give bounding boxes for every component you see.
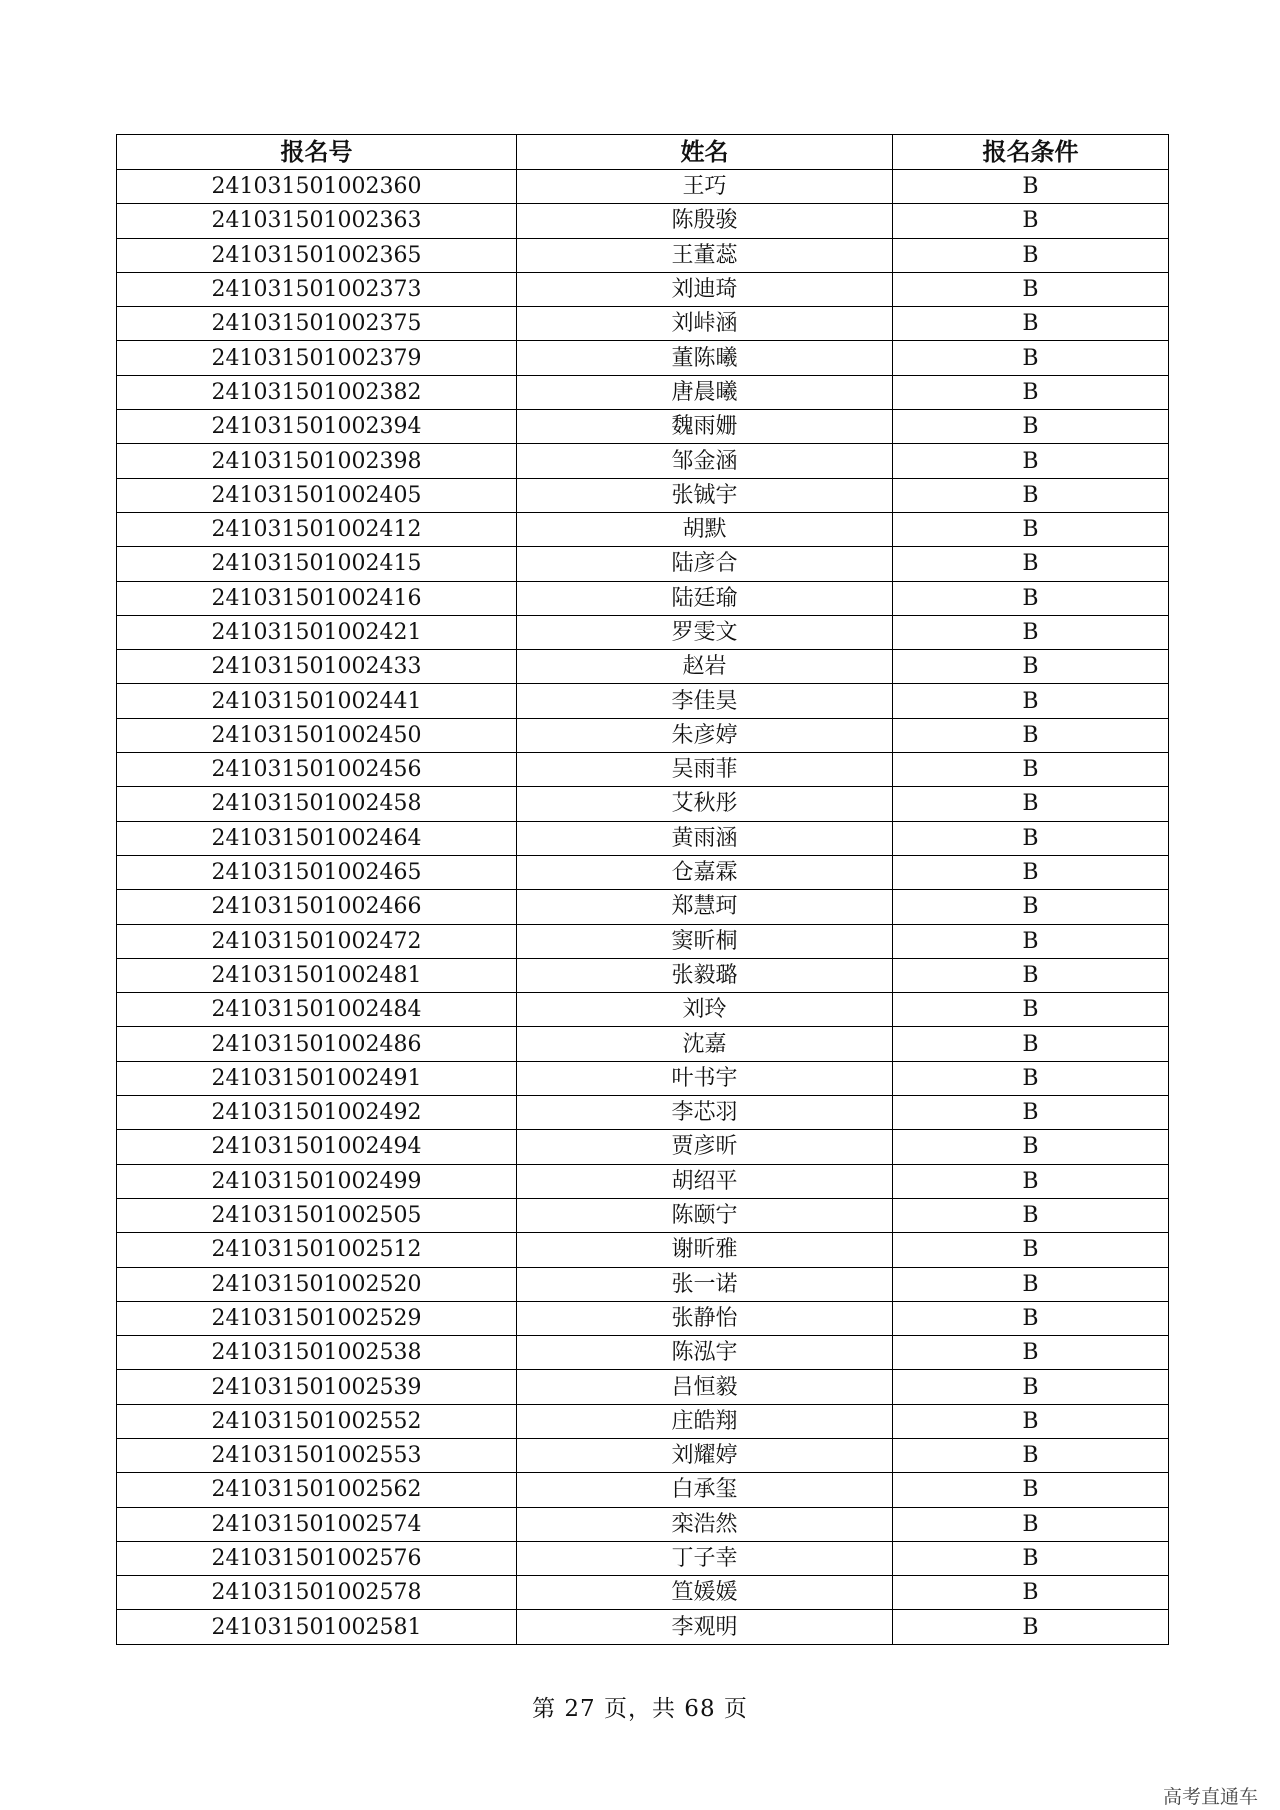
registration-condition-cell: B	[893, 307, 1169, 341]
registration-number-cell: 241031501002394	[117, 410, 517, 444]
registration-number-cell: 241031501002416	[117, 581, 517, 615]
name-cell: 谢昕雅	[517, 1233, 893, 1267]
table-row	[117, 1438, 1169, 1472]
registration-number-cell: 241031501002574	[117, 1507, 517, 1541]
table-row	[117, 1576, 1169, 1610]
registration-condition-cell: B	[893, 581, 1169, 615]
registration-number-cell: 241031501002520	[117, 1267, 517, 1301]
table-row	[117, 753, 1169, 787]
registration-number-cell: 241031501002398	[117, 444, 517, 478]
registration-number-cell: 241031501002405	[117, 478, 517, 512]
registration-condition-cell: B	[893, 855, 1169, 889]
registration-number-cell: 241031501002415	[117, 547, 517, 581]
table-row	[117, 684, 1169, 718]
registration-condition-cell: B	[893, 272, 1169, 306]
registration-number-cell: 241031501002441	[117, 684, 517, 718]
registration-condition-cell: B	[893, 170, 1169, 204]
registration-condition-cell: B	[893, 684, 1169, 718]
table-row	[117, 1130, 1169, 1164]
registration-number-cell: 241031501002578	[117, 1576, 517, 1610]
table-row	[117, 993, 1169, 1027]
name-cell: 吴雨菲	[517, 753, 893, 787]
registration-number-cell: 241031501002553	[117, 1438, 517, 1472]
table-row	[117, 1336, 1169, 1370]
table-row	[117, 410, 1169, 444]
header-row	[117, 135, 1169, 170]
registration-number-cell: 241031501002576	[117, 1541, 517, 1575]
registration-number-cell: 241031501002450	[117, 718, 517, 752]
registration-condition-cell: B	[893, 993, 1169, 1027]
registration-number-cell: 241031501002484	[117, 993, 517, 1027]
registration-number-cell: 241031501002412	[117, 512, 517, 546]
registration-condition-cell: B	[893, 1576, 1169, 1610]
name-cell: 陈颐宁	[517, 1198, 893, 1232]
registration-condition-cell: B	[893, 444, 1169, 478]
table-row	[117, 924, 1169, 958]
table-row	[117, 512, 1169, 546]
table-row	[117, 1404, 1169, 1438]
registration-condition-cell: B	[893, 1130, 1169, 1164]
registration-number-cell: 241031501002433	[117, 650, 517, 684]
registration-number-cell: 241031501002458	[117, 787, 517, 821]
table-row	[117, 204, 1169, 238]
registration-number-cell: 241031501002486	[117, 1027, 517, 1061]
registration-condition-cell: B	[893, 1473, 1169, 1507]
table-row	[117, 1541, 1169, 1575]
table-row	[117, 478, 1169, 512]
registration-number-cell: 241031501002379	[117, 341, 517, 375]
registration-number-cell: 241031501002512	[117, 1233, 517, 1267]
table-row	[117, 341, 1169, 375]
name-cell: 罗雯文	[517, 615, 893, 649]
registration-number-cell: 241031501002472	[117, 924, 517, 958]
name-cell: 贾彦昕	[517, 1130, 893, 1164]
registration-number-cell: 241031501002552	[117, 1404, 517, 1438]
name-cell: 陈殷骏	[517, 204, 893, 238]
name-cell: 邹金涵	[517, 444, 893, 478]
table-row	[117, 855, 1169, 889]
registration-number-cell: 241031501002538	[117, 1336, 517, 1370]
name-cell: 唐晨曦	[517, 375, 893, 409]
header-registration-condition: 报名条件	[893, 135, 1169, 170]
name-cell: 张静怡	[517, 1301, 893, 1335]
registration-number-cell: 241031501002491	[117, 1061, 517, 1095]
table-row	[117, 1061, 1169, 1095]
table-body	[117, 170, 1169, 1645]
name-cell: 叶书宇	[517, 1061, 893, 1095]
registration-condition-cell: B	[893, 478, 1169, 512]
registration-condition-cell: B	[893, 512, 1169, 546]
registration-condition-cell: B	[893, 1233, 1169, 1267]
table-row	[117, 821, 1169, 855]
name-cell: 张一诺	[517, 1267, 893, 1301]
registration-condition-cell: B	[893, 615, 1169, 649]
registration-condition-cell: B	[893, 958, 1169, 992]
table-row	[117, 170, 1169, 204]
table-row	[117, 1370, 1169, 1404]
name-cell: 李芯羽	[517, 1096, 893, 1130]
table-row	[117, 547, 1169, 581]
registration-condition-cell: B	[893, 1164, 1169, 1198]
table-row	[117, 958, 1169, 992]
table-row	[117, 787, 1169, 821]
registration-condition-cell: B	[893, 890, 1169, 924]
registration-number-cell: 241031501002363	[117, 204, 517, 238]
registration-number-cell: 241031501002375	[117, 307, 517, 341]
registration-number-cell: 241031501002492	[117, 1096, 517, 1130]
registration-condition-cell: B	[893, 1610, 1169, 1644]
registration-condition-cell: B	[893, 1336, 1169, 1370]
name-cell: 王巧	[517, 170, 893, 204]
table-row	[117, 890, 1169, 924]
header-registration-number: 报名号	[117, 135, 517, 170]
registration-number-cell: 241031501002539	[117, 1370, 517, 1404]
registration-condition-cell: B	[893, 650, 1169, 684]
table-row	[117, 615, 1169, 649]
table-row	[117, 1027, 1169, 1061]
registration-condition-cell: B	[893, 787, 1169, 821]
registration-condition-cell: B	[893, 238, 1169, 272]
registration-condition-cell: B	[893, 410, 1169, 444]
name-cell: 朱彦婷	[517, 718, 893, 752]
registration-condition-cell: B	[893, 1267, 1169, 1301]
name-cell: 王董蕊	[517, 238, 893, 272]
name-cell: 吕恒毅	[517, 1370, 893, 1404]
registration-condition-cell: B	[893, 753, 1169, 787]
registration-condition-cell: B	[893, 341, 1169, 375]
name-cell: 白承玺	[517, 1473, 893, 1507]
name-cell: 董陈曦	[517, 341, 893, 375]
name-cell: 沈嘉	[517, 1027, 893, 1061]
registration-condition-cell: B	[893, 547, 1169, 581]
table-row	[117, 1164, 1169, 1198]
registration-number-cell: 241031501002360	[117, 170, 517, 204]
name-cell: 魏雨姗	[517, 410, 893, 444]
name-cell: 郑慧珂	[517, 890, 893, 924]
page-number-footer: 第 27 页，共 68 页	[532, 1696, 748, 1722]
watermark-text: 高考直通车	[1162, 1786, 1258, 1808]
registration-number-cell: 241031501002529	[117, 1301, 517, 1335]
registration-number-cell: 241031501002464	[117, 821, 517, 855]
table-row	[117, 1198, 1169, 1232]
registration-number-cell: 241031501002505	[117, 1198, 517, 1232]
registration-number-cell: 241031501002373	[117, 272, 517, 306]
name-cell: 胡绍平	[517, 1164, 893, 1198]
name-cell: 赵岩	[517, 650, 893, 684]
table-row	[117, 718, 1169, 752]
name-cell: 庄皓翔	[517, 1404, 893, 1438]
registration-condition-cell: B	[893, 1507, 1169, 1541]
registration-condition-cell: B	[893, 1027, 1169, 1061]
table-row	[117, 272, 1169, 306]
registration-condition-cell: B	[893, 924, 1169, 958]
table-row	[117, 375, 1169, 409]
registration-number-cell: 241031501002481	[117, 958, 517, 992]
name-cell: 刘玲	[517, 993, 893, 1027]
table-row	[117, 581, 1169, 615]
name-cell: 艾秋彤	[517, 787, 893, 821]
table-row	[117, 1507, 1169, 1541]
table-row	[117, 1233, 1169, 1267]
registration-condition-cell: B	[893, 1301, 1169, 1335]
name-cell: 黄雨涵	[517, 821, 893, 855]
name-cell: 刘耀婷	[517, 1438, 893, 1472]
registration-number-cell: 241031501002466	[117, 890, 517, 924]
registration-condition-cell: B	[893, 821, 1169, 855]
registration-table	[116, 134, 1169, 1645]
table-row	[117, 1610, 1169, 1644]
name-cell: 胡默	[517, 512, 893, 546]
registration-condition-cell: B	[893, 375, 1169, 409]
name-cell: 张铖宇	[517, 478, 893, 512]
name-cell: 笪媛媛	[517, 1576, 893, 1610]
table-row	[117, 1267, 1169, 1301]
registration-condition-cell: B	[893, 1096, 1169, 1130]
registration-condition-cell: B	[893, 1370, 1169, 1404]
table-row	[117, 307, 1169, 341]
registration-condition-cell: B	[893, 1404, 1169, 1438]
registration-condition-cell: B	[893, 204, 1169, 238]
registration-number-cell: 241031501002365	[117, 238, 517, 272]
registration-condition-cell: B	[893, 1541, 1169, 1575]
name-cell: 李观明	[517, 1610, 893, 1644]
registration-condition-cell: B	[893, 718, 1169, 752]
name-cell: 张毅璐	[517, 958, 893, 992]
name-cell: 栾浩然	[517, 1507, 893, 1541]
table-row	[117, 1473, 1169, 1507]
registration-number-cell: 241031501002499	[117, 1164, 517, 1198]
name-cell: 李佳昊	[517, 684, 893, 718]
registration-number-cell: 241031501002382	[117, 375, 517, 409]
table-row	[117, 650, 1169, 684]
registration-condition-cell: B	[893, 1061, 1169, 1095]
name-cell: 刘迪琦	[517, 272, 893, 306]
table-header	[117, 135, 1169, 170]
registration-number-cell: 241031501002421	[117, 615, 517, 649]
name-cell: 陆廷瑜	[517, 581, 893, 615]
registration-number-cell: 241031501002494	[117, 1130, 517, 1164]
table-row	[117, 1301, 1169, 1335]
registration-condition-cell: B	[893, 1438, 1169, 1472]
header-name: 姓名	[517, 135, 893, 170]
registration-condition-cell: B	[893, 1198, 1169, 1232]
registration-number-cell: 241031501002465	[117, 855, 517, 889]
table-row	[117, 444, 1169, 478]
name-cell: 仓嘉霖	[517, 855, 893, 889]
name-cell: 陈泓宇	[517, 1336, 893, 1370]
table-row	[117, 238, 1169, 272]
name-cell: 丁子幸	[517, 1541, 893, 1575]
table-row	[117, 1096, 1169, 1130]
registration-number-cell: 241031501002456	[117, 753, 517, 787]
registration-number-cell: 241031501002562	[117, 1473, 517, 1507]
name-cell: 陆彦合	[517, 547, 893, 581]
name-cell: 刘峠涵	[517, 307, 893, 341]
registration-number-cell: 241031501002581	[117, 1610, 517, 1644]
name-cell: 窦昕桐	[517, 924, 893, 958]
